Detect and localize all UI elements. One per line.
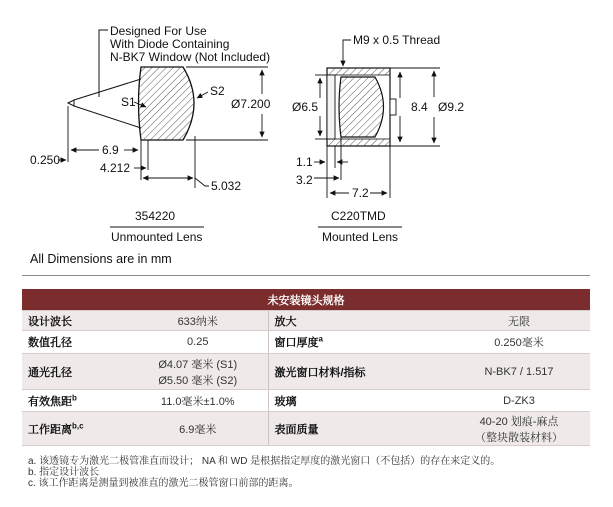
row-value: D-ZK3 [448,390,590,412]
mounted-lens-body [339,77,384,137]
dim-4-212-label: 4.212 [100,161,131,175]
dia-9-2-label: Ø9.2 [438,100,465,114]
table-row [22,311,590,331]
thread-band-top [327,68,390,75]
row-value-line: 40-20 划痕-麻点 [479,415,559,428]
s2-leader [197,92,208,98]
s1-label: S1 [121,95,136,109]
row-label: 玻璃 [268,390,448,412]
mount-notch [390,99,396,115]
thread-leader [343,40,351,66]
row-value [128,354,268,390]
row-value: N-BK7 / 1.517 [448,354,590,390]
designed-note-line2: With Diode Containing [110,37,230,51]
row-label-text: 窗口厚度 [274,337,319,349]
row-label: 通光孔径 [22,354,128,390]
s2-label: S2 [210,84,225,98]
row-value: 无限 [448,311,590,331]
row-label: 表面质量 [268,412,448,446]
mounted-lens-drawing [292,33,464,244]
footnote-marker: a [318,334,323,344]
dia-6-5-label: Ø6.5 [292,100,319,114]
dim-6-9-label: 6.9 [102,143,119,157]
row-value: 0.250毫米 [448,331,590,354]
unmounted-lens-drawing [30,24,271,244]
footnote-marker: b,c [72,420,84,430]
mounted-part-number: C220TMD [331,209,386,223]
row-value: 633纳米 [128,311,268,331]
row-label [22,412,128,446]
table-row [22,390,590,412]
thread-label: M9 x 0.5 Thread [353,33,441,47]
unmounted-caption: Unmounted Lens [111,230,203,244]
lens-body [139,67,195,140]
mount-flange [327,75,335,139]
row-value: 11.0毫米±1.0% [128,390,268,412]
dim-7-2-label: 7.2 [352,186,369,200]
table-row [22,331,590,354]
focal-point-marker [68,100,74,106]
diameter-label: Ø7.200 [231,97,271,111]
row-value: 0.25 [128,331,268,354]
spec-table-header [22,289,590,311]
row-label-text: 有效焦距 [28,395,72,408]
row-value [448,412,590,446]
thread-band-bottom [327,139,390,146]
row-value: 6.9毫米 [128,412,268,446]
dim-8-4-label: 8.4 [411,100,428,114]
note-leader [99,30,108,97]
row-label: 数值孔径 [22,331,128,354]
row-label: 放大 [268,311,448,331]
units-note: All Dimensions are in mm [30,252,172,266]
designed-note-line3: N-BK7 Window (Not Included) [110,50,271,64]
footnote-c: c. 该工作距离是测量到被准直的激光二极管窗口前部的距离。 [28,478,299,489]
footnote-marker: b [72,392,77,402]
dim-1-1-label: 1.1 [296,155,313,169]
row-value-line: Ø4.07 毫米 (S1) [158,358,238,371]
row-label [22,390,128,412]
row-label-text: 工作距离 [28,423,72,436]
dim-5-032-label: 5.032 [211,179,242,193]
dim-3-2-label: 3.2 [296,173,313,187]
footnote-a: a. 该透镜专为激光二极管准直而设计； NA 和 WD 是根据指定厚度的激光窗口（不包括）的存在来定义的。 [28,456,501,467]
designed-note-line1: Designed For Use [110,24,207,38]
ray-lower [74,106,141,128]
dim-5-032-leader [195,178,209,186]
unmounted-part-number: 354220 [135,209,176,223]
row-label: 激光窗口材料/指标 [268,354,448,390]
footnote-b: b. 指定设计波长 [28,467,100,478]
row-label [268,331,448,354]
dim-0-250-label: 0.250 [30,153,61,167]
row-label: 设计波长 [22,311,128,331]
footnotes [28,456,500,489]
row-value-line: （整块散装材料） [475,431,563,444]
mounted-caption: Mounted Lens [322,230,399,244]
table-row [22,354,590,390]
row-value-line: Ø5.50 毫米 (S2) [158,374,238,387]
table-row [22,412,590,446]
section-divider [22,275,590,276]
spec-table-title: 未安装镜头规格 [22,289,590,311]
spec-table [22,289,590,446]
